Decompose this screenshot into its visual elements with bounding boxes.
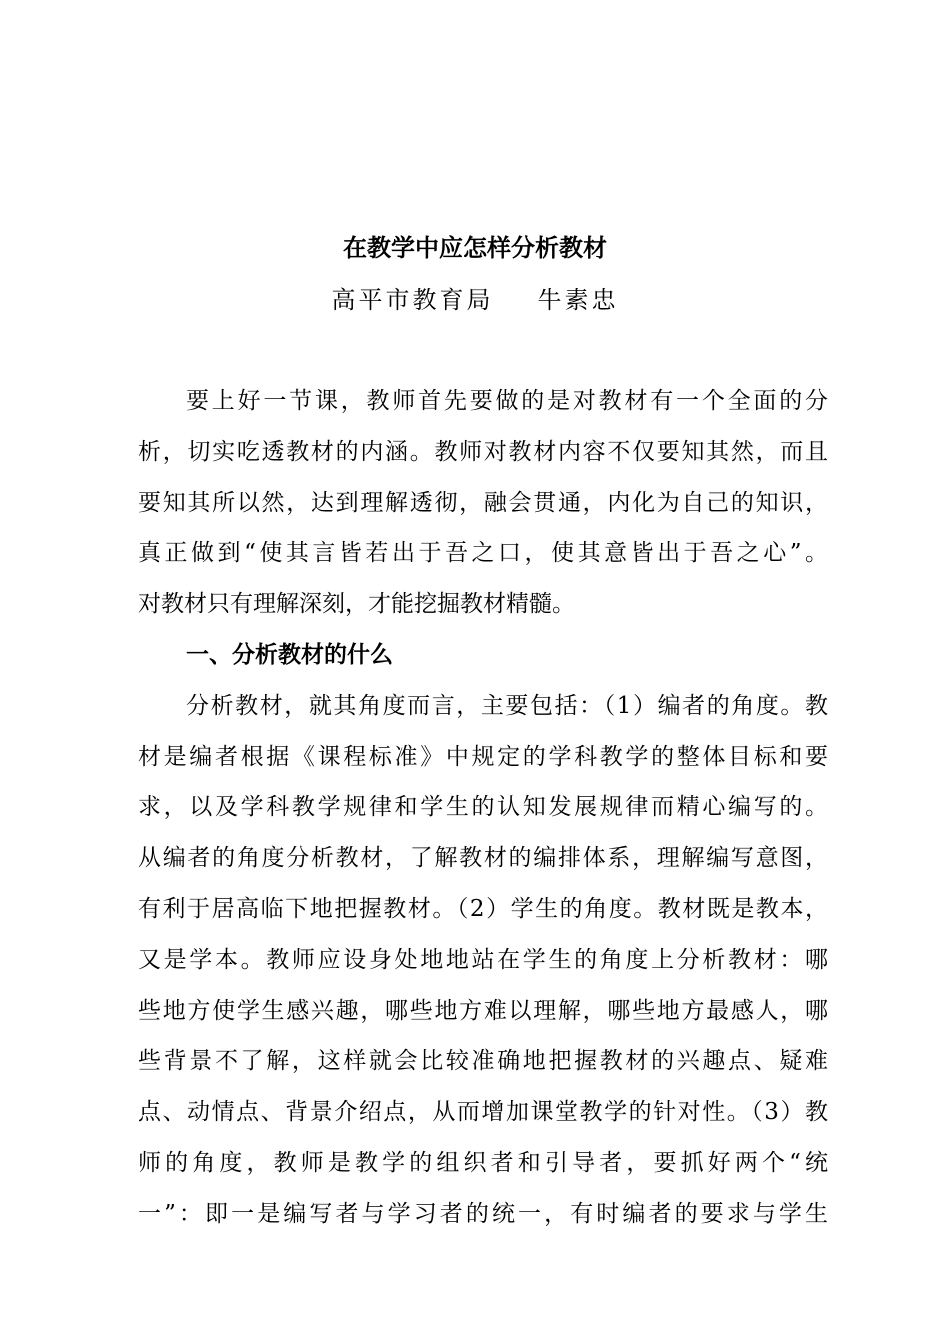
author-organization: 高平市教育局 — [331, 286, 494, 314]
paragraph-line: 真正做到“使其言皆若出于吾之口，使其意皆出于吾之心”。 — [138, 540, 828, 567]
paragraph-line: 些地方使学生感兴趣，哪些地方难以理解，哪些地方最感人，哪 — [138, 997, 828, 1024]
paragraph-line: 要知其所以然，达到理解透彻，融会贯通，内化为自己的知识， — [138, 489, 828, 516]
paragraph-line: 从编者的角度分析教材，了解教材的编排体系，理解编写意图， — [138, 845, 828, 872]
paragraph-line: 材是编者根据《课程标准》中规定的学科教学的整体目标和要 — [138, 743, 828, 770]
paragraph-line: 有利于居高临下地把握教材。（2）学生的角度。教材既是教本， — [138, 895, 828, 922]
paragraph-line: 要上好一节课，教师首先要做的是对教材有一个全面的分 — [186, 388, 828, 414]
paragraph-line: 求，以及学科教学规律和学生的认知发展规律而精心编写的。 — [138, 794, 828, 821]
section-heading: 一、分析教材的什么 — [186, 641, 393, 668]
paragraph-line: 又是学本。教师应设身处地地站在学生的角度上分析教材：哪 — [138, 946, 828, 973]
paragraph-line: 对教材只有理解深刻，才能挖掘教材精髓。 — [138, 591, 575, 618]
document-title: 在教学中应怎样分析教材 — [343, 234, 607, 262]
author-name: 牛素忠 — [537, 286, 619, 314]
paragraph-line: 师的角度，教师是教学的组织者和引导者，要抓好两个“统 — [138, 1149, 828, 1176]
paragraph-line: 析，切实吃透教材的内涵。教师对教材内容不仅要知其然，而且 — [138, 438, 828, 465]
paragraph-line: 点、动情点、背景介绍点，从而增加课堂教学的针对性。（3）教 — [138, 1099, 828, 1126]
author-byline — [0, 280, 950, 320]
paragraph-line: 些背景不了解，这样就会比较准确地把握教材的兴趣点、疑难 — [138, 1048, 828, 1075]
body-text — [138, 376, 828, 1240]
paragraph-line: 一”：即一是编写者与学习者的统一，有时编者的要求与学生 — [138, 1200, 828, 1227]
paragraph-line: 分析教材，就其角度而言，主要包括：（1）编者的角度。教 — [186, 692, 828, 719]
